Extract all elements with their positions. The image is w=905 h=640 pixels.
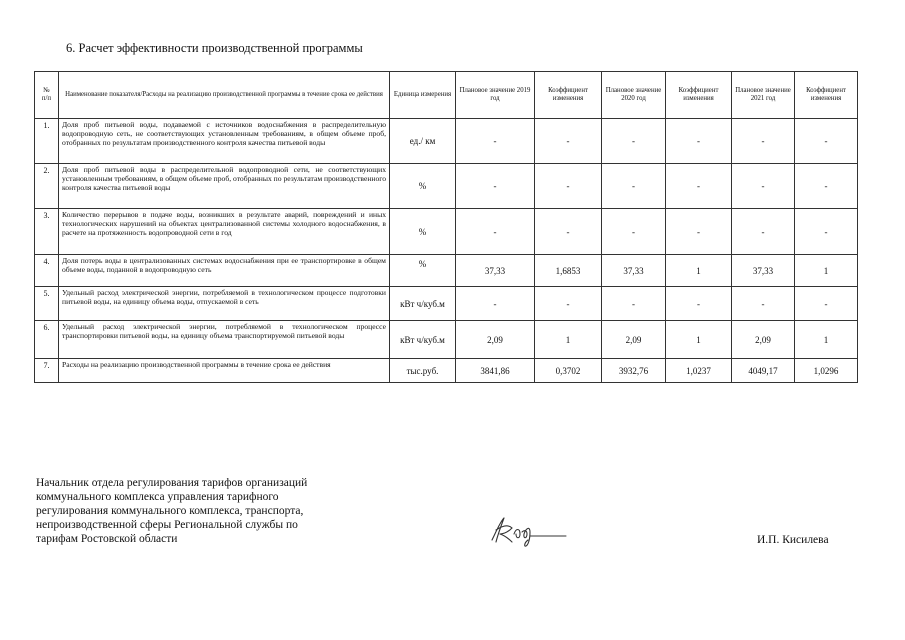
coef-2019-cell: - [535,119,602,164]
plan-2019-cell: - [456,119,535,164]
header-plan-2021: Плановое значение 2021 год [732,72,795,119]
coef-2021-cell: - [795,287,858,321]
table-row [35,359,858,383]
plan-2019-cell: 37,33 [456,255,535,287]
coef-2019-cell: - [535,287,602,321]
coef-2019-cell: - [535,164,602,209]
plan-2021-cell: - [732,287,795,321]
unit-cell: % [390,255,456,287]
unit-cell: кВт ч/куб.м [390,287,456,321]
plan-2020-cell: 37,33 [602,255,666,287]
indicator-name: Доля проб питьевой воды в распределительной водопроводной сети, не соответствующих установленным требованиям, в общем объеме проб, отобранных по результатам производственного контроля качества питьевой воды [59,164,390,209]
coef-2020-cell: 1,0237 [666,359,732,383]
signatory-name: И.П. Кисилева [757,534,829,546]
handwritten-signature [486,512,572,548]
header-plan-2019: Плановое значение 2019 год [456,72,535,119]
header-plan-2020: Плановое значение 2020 год [602,72,666,119]
indicator-name: Доля проб питьевой воды, подаваемой с источников водоснабжения в распределительную водопроводную сеть, не соответствующих установленным требованиям, в общем объеме проб, отобранных по результатам производственного контроля качества питьевой воды [59,119,390,164]
coef-2020-cell: 1 [666,255,732,287]
row-number: 2. [35,164,59,209]
row-number: 5. [35,287,59,321]
header-coef-2021: Коэффициент изменения [795,72,858,119]
unit-cell: % [390,164,456,209]
signatory-position-line: коммунального комплекса управления тарифного [36,491,279,503]
plan-2020-cell: 3932,76 [602,359,666,383]
header-number: № п/п [35,72,59,119]
plan-2020-cell: 2,09 [602,321,666,359]
header-indicator-name: Наименование показателя/Расходы на реализацию производственной программы в течение срока ее действия [59,72,390,119]
signatory-position-line: регулирования коммунального комплекса, транспорта, [36,505,304,517]
plan-2021-cell: - [732,119,795,164]
section-title: 6. Расчет эффективности производственной программы [66,41,363,55]
indicator-name: Удельный расход электрической энергии, потребляемой в технологическом процессе подготовки питьевой воды, на единицу объема воды, отпускаемой в сеть [59,287,390,321]
plan-2019-cell: - [456,209,535,255]
coef-2019-cell: 1,6853 [535,255,602,287]
indicator-name: Количество перерывов в подаче воды, возникших в результате аварий, повреждений и иных технологических нарушений на объектах централизованной системы холодного водоснабжения, в расчете на протяженность водопроводной сети в год [59,209,390,255]
coef-2020-cell: - [666,287,732,321]
coef-2021-cell: - [795,119,858,164]
signatory-position-line: непроизводственной сферы Региональной службы по [36,519,298,531]
header-coef-2020: Коэффициент изменения [666,72,732,119]
signatory-position-line: Начальник отдела регулирования тарифов организаций [36,477,308,489]
row-number: 1. [35,119,59,164]
header-coef-2019: Коэффициент изменения [535,72,602,119]
row-number: 7. [35,359,59,383]
signatory-position [36,476,307,546]
plan-2019-cell: - [456,164,535,209]
plan-2021-cell: 37,33 [732,255,795,287]
plan-2020-cell: - [602,209,666,255]
header-unit: Единица измерения [390,72,456,119]
indicator-name: Доля потерь воды в централизованных системах водоснабжения при ее транспортировке в общем объеме воды, поданной в водопроводную сеть [59,255,390,287]
table-row [35,119,858,164]
row-number: 6. [35,321,59,359]
coef-2019-cell: 0,3702 [535,359,602,383]
plan-2020-cell: - [602,164,666,209]
plan-2021-cell: 2,09 [732,321,795,359]
efficiency-table [34,71,858,383]
indicator-name: Удельный расход электрической энергии, потребляемой в технологическом процессе транспортировки питьевой воды, на единицу объема транспортируемой питьевой воды [59,321,390,359]
plan-2019-cell: 3841,86 [456,359,535,383]
unit-cell: % [390,209,456,255]
coef-2021-cell: - [795,209,858,255]
unit-cell: ед./ км [390,119,456,164]
coef-2021-cell: 1 [795,255,858,287]
row-number: 4. [35,255,59,287]
plan-2021-cell: 4049,17 [732,359,795,383]
signatory-position-line: тарифам Ростовской области [36,533,178,545]
row-number: 3. [35,209,59,255]
coef-2020-cell: - [666,209,732,255]
coef-2021-cell: 1,0296 [795,359,858,383]
plan-2019-cell: - [456,287,535,321]
unit-cell: кВт ч/куб.м [390,321,456,359]
plan-2020-cell: - [602,119,666,164]
coef-2020-cell: 1 [666,321,732,359]
table-row [35,255,858,287]
table-row [35,164,858,209]
coef-2020-cell: - [666,164,732,209]
unit-cell: тыс.руб. [390,359,456,383]
coef-2019-cell: 1 [535,321,602,359]
coef-2019-cell: - [535,209,602,255]
coef-2021-cell: - [795,164,858,209]
plan-2019-cell: 2,09 [456,321,535,359]
plan-2020-cell: - [602,287,666,321]
coef-2021-cell: 1 [795,321,858,359]
coef-2020-cell: - [666,119,732,164]
table-row [35,209,858,255]
plan-2021-cell: - [732,164,795,209]
table-row [35,321,858,359]
indicator-name: Расходы на реализацию производственной программы в течение срока ее действия [59,359,390,383]
plan-2021-cell: - [732,209,795,255]
table-row [35,287,858,321]
table-header-row [35,72,858,119]
